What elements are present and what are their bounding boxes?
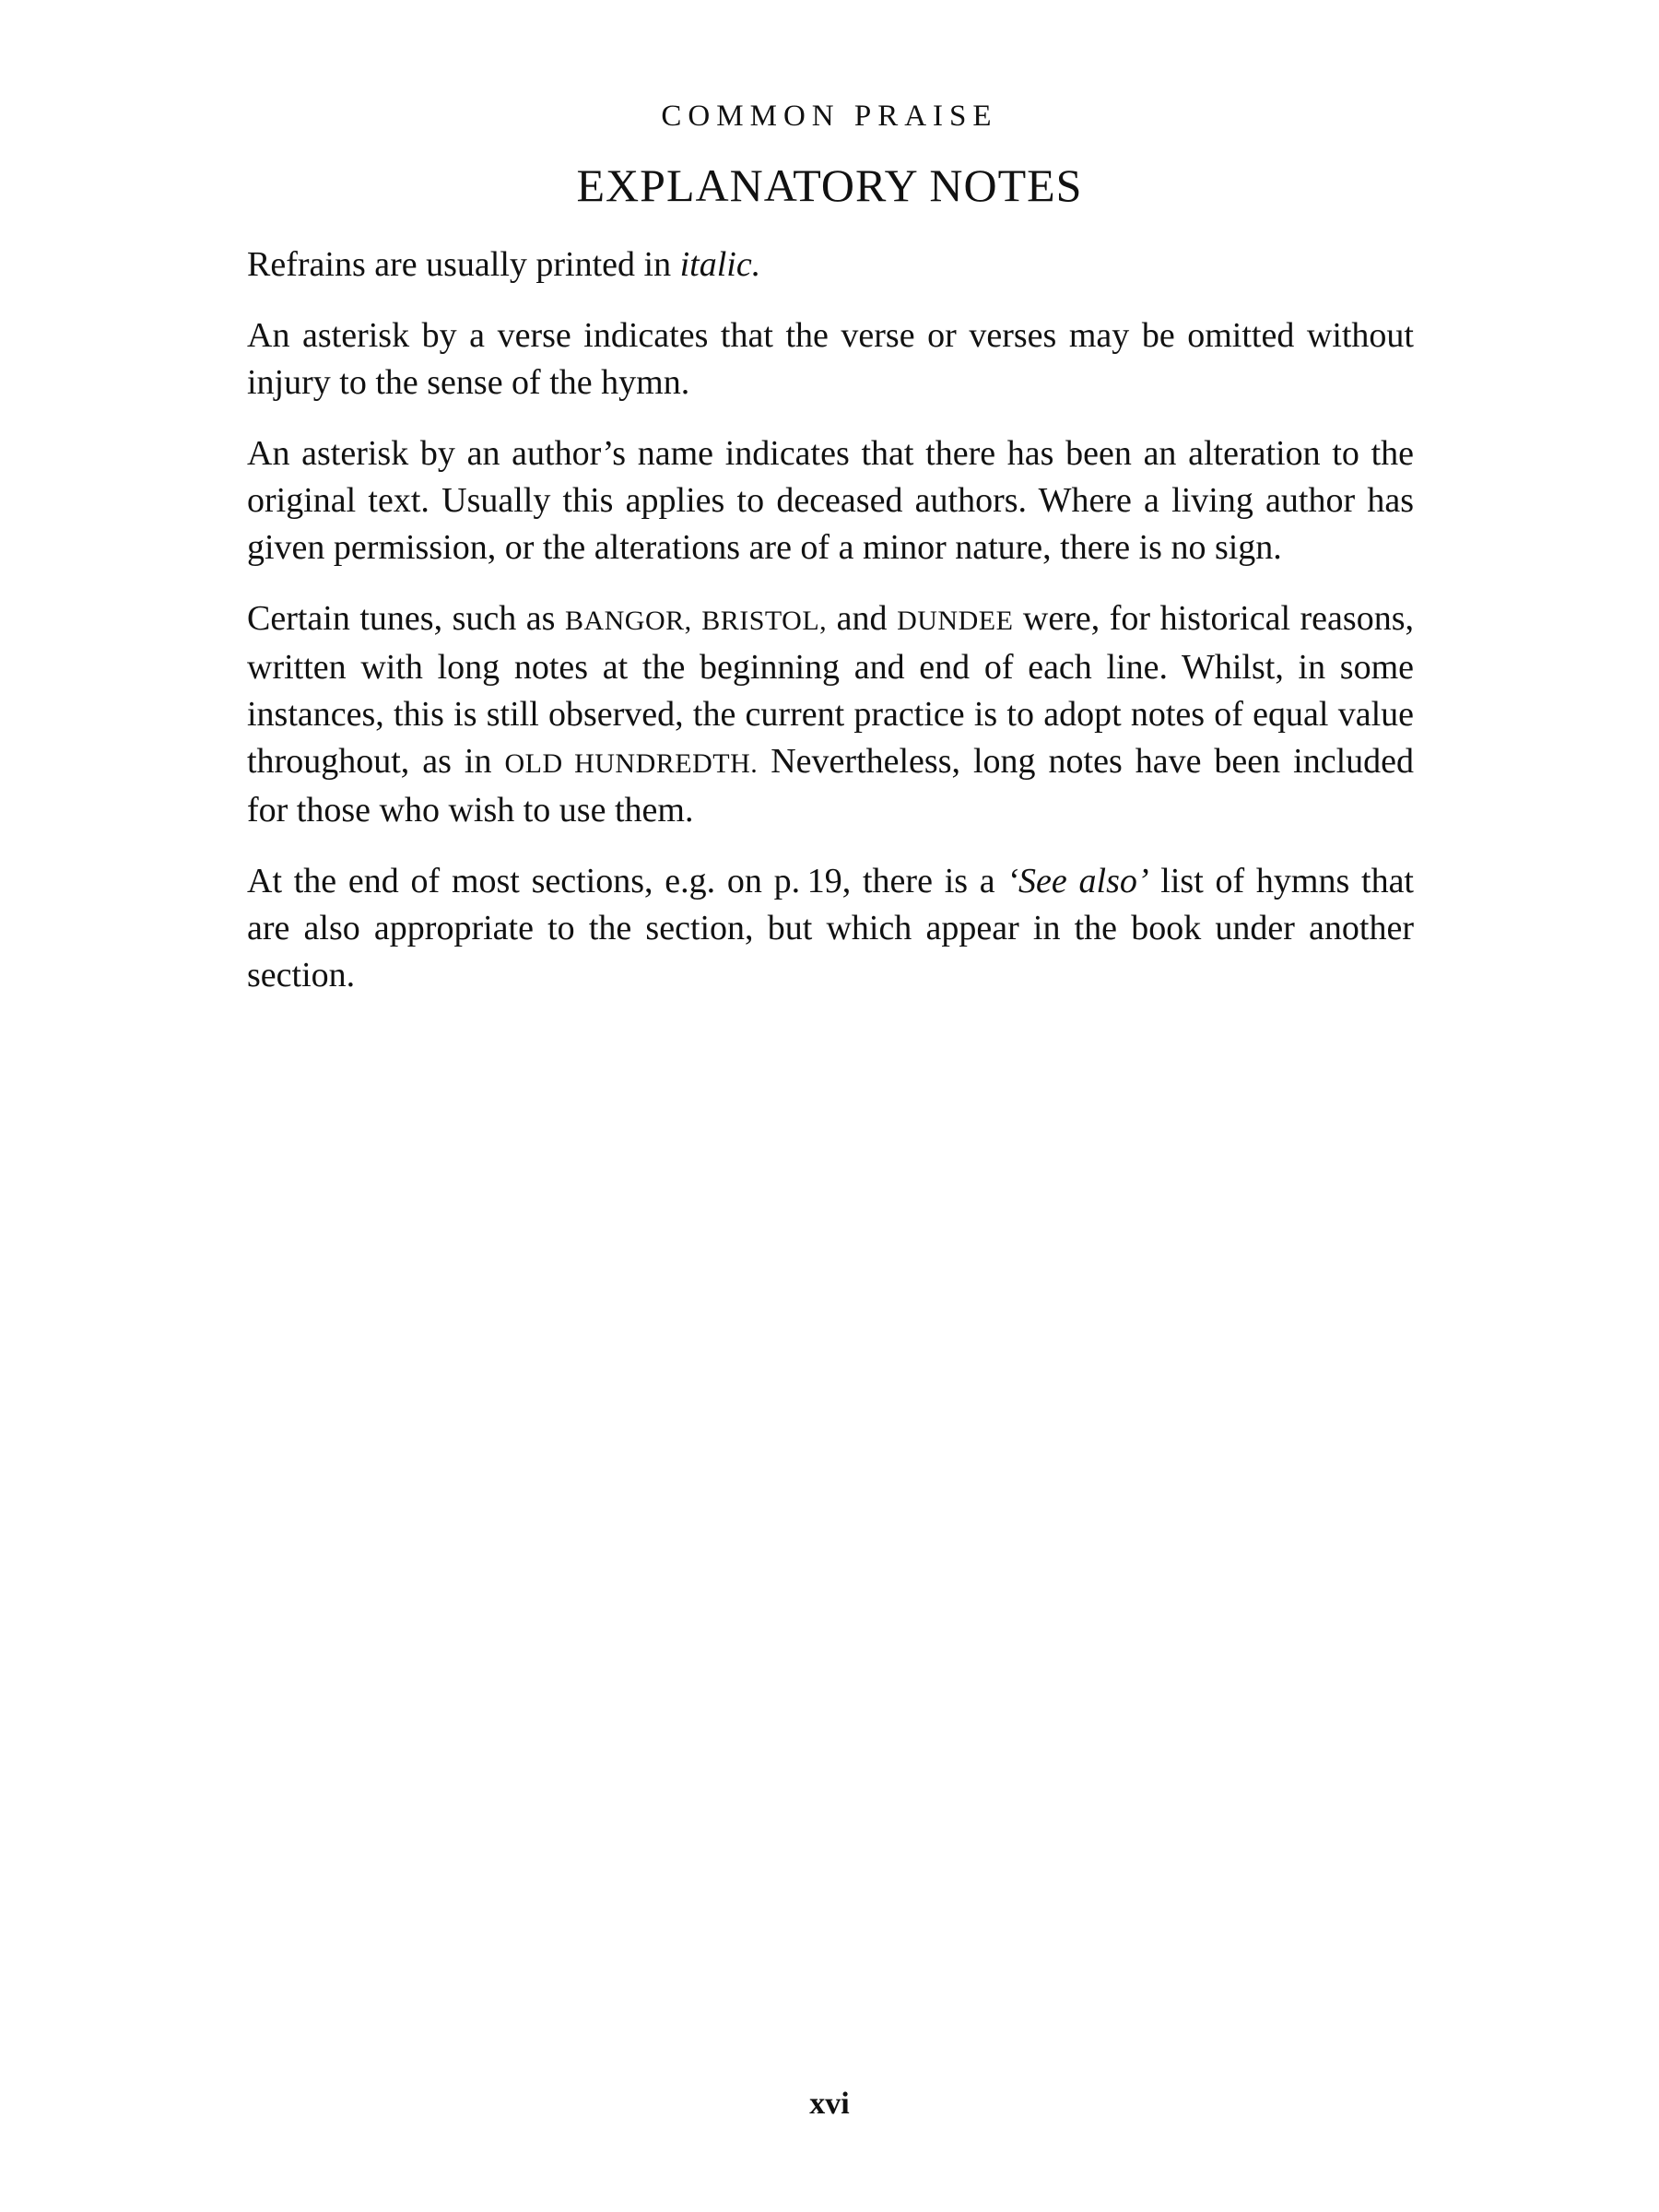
tune-name-old-hundredth: OLD HUNDREDTH. bbox=[504, 748, 759, 779]
note-long-notes-text-a: Certain tunes, such as bbox=[247, 599, 565, 638]
see-also-italic: ‘See also’ bbox=[1006, 862, 1149, 900]
note-refrains bbox=[247, 241, 1414, 288]
note-refrains-text: Refrains are usually printed in bbox=[247, 245, 680, 284]
tune-name-dundee: DUNDEE bbox=[897, 606, 1014, 636]
notes-body bbox=[247, 241, 1414, 1023]
running-head: COMMON PRAISE bbox=[661, 100, 998, 133]
note-asterisk-author: An asterisk by an author’s name indicates that there has been an alteration to the original text. Usually this applies to deceased authors. Where a living author has given permission, or the alterations are of a minor nature, there is no sign. bbox=[247, 434, 1414, 567]
note-see-also bbox=[247, 858, 1414, 999]
page-number: xvi bbox=[809, 2087, 850, 2121]
note-long-notes bbox=[247, 595, 1414, 834]
tune-name-bristol: BRISTOL, bbox=[701, 606, 828, 636]
note-see-also-text-b: list of hymns that are also appropriate to the section, but which appear in the book under another section. bbox=[247, 862, 1414, 994]
note-asterisk-verse: An asterisk by a verse indicates that the verse or verses may be omitted without injury to the sense of the hymn. bbox=[247, 316, 1414, 402]
note-see-also-text-a: At the end of most sections, e.g. on p. 19, there is a bbox=[247, 862, 1007, 900]
tune-name-bangor: BANGOR, bbox=[564, 606, 692, 636]
note-long-notes-text-e: Nevertheless, long notes have been included for those who wish to use them. bbox=[247, 742, 1415, 830]
note-long-notes-text-d: were, for historical reasons, written with long notes at the beginning and end of each line. Whilst, in some instances, this is still observed, the current practice is to adopt notes of equal value throughout, as in bbox=[247, 599, 1414, 781]
italic-word: italic. bbox=[679, 245, 761, 284]
section-title: EXPLANATORY NOTES bbox=[576, 159, 1083, 211]
note-long-notes-text-b bbox=[692, 599, 702, 638]
note-long-notes-text-c: and bbox=[827, 599, 898, 638]
